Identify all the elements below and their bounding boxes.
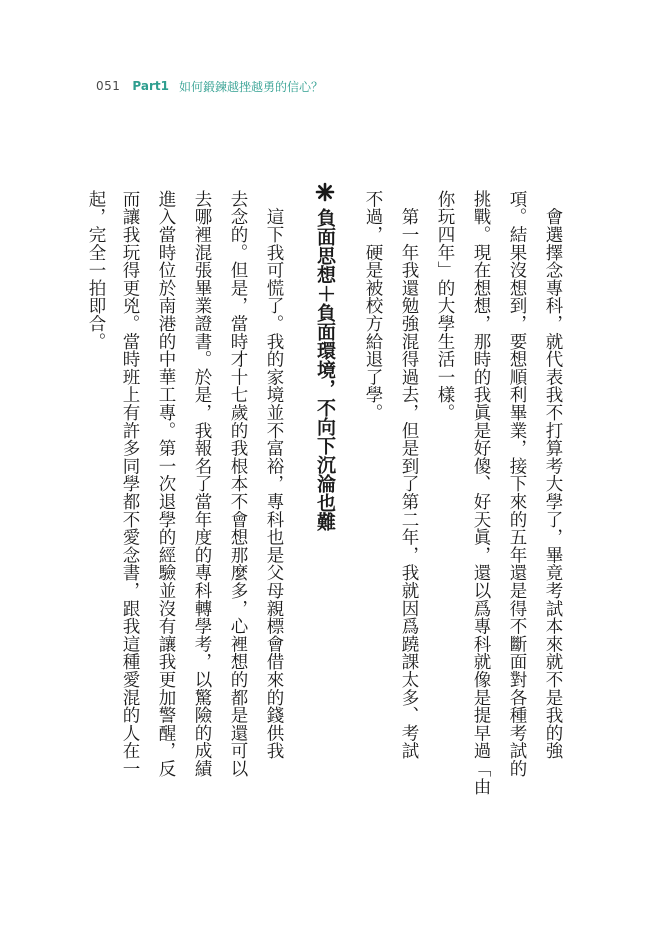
text-column-5: 第一年我還勉強混得過去，但是到了第二年，我就因爲蹺課太多、考試 [399,190,419,760]
text-column-10: 進入當時位於南港的中華工專。第一次退學的經驗並沒有讓我更加警醒，反 [156,190,176,778]
text-column-7: 這下我可慌了。我的家境並不富裕，專科也是父母親標會借來的錢供我 [264,190,284,760]
chapter-subtitle: 如何鍛鍊越挫越勇的信心？ [178,79,323,94]
text-column-3: 挑戰。現在想想，那時的我眞是好傻、好天眞，還以爲專科就像是提早過「由 [471,190,491,796]
asterisk-star-icon [315,182,335,202]
text-column-6: 不過，硬是被校方給退了學。 [363,190,383,422]
text-column-2: 項。結果沒想到，要想順利畢業，接下來的五年還是得不斷面對各種考試的 [507,190,527,778]
page-number: 051 [96,79,121,93]
section-heading [312,182,338,531]
text-column-9: 去哪裡混張畢業證書。於是，我報名了當年度的專科轉學考，以驚險的成績 [192,190,212,778]
text-column-12: 起，完全一拍即合。 [86,190,106,351]
section-heading-text: 負面思想＋負面環境，不向下沉淪也難 [314,208,336,531]
text-column-8: 去念的。但是，當時才十七歲的我根本不會想那麼多，心裡想的都是還可以 [228,190,248,778]
text-column-4: 你玩四年」的大學生活一樣。 [435,190,455,422]
text-column-1: 會選擇念專科，就代表我不打算考大學了，畢竟考試本來就不是我的強 [543,190,563,760]
text-column-11: 而讓我玩得更兇。當時班上有許多同學都不愛念書，跟我這種愛混的人在一 [120,190,140,778]
part-label: Part1 [132,79,169,93]
running-header [96,76,323,96]
